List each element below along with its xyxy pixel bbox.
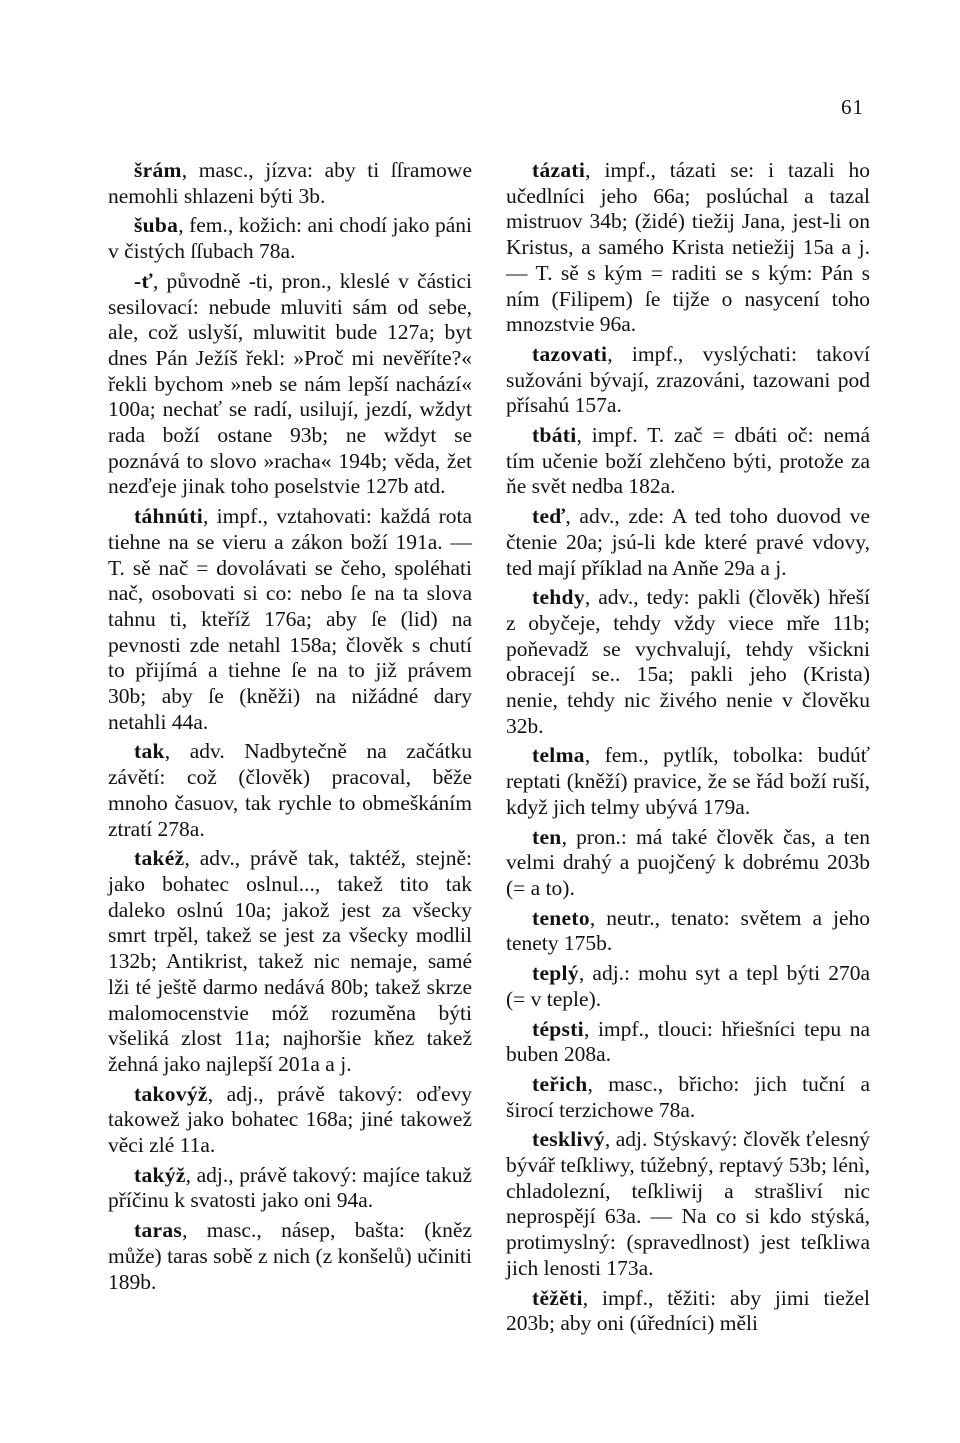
entry-headword: tesklivý [532,1127,605,1152]
entry-headword: šuba [134,213,179,238]
entry-headword: tehdy [532,585,585,610]
entry-headword: telma [532,743,585,768]
entry-definition: , fem., kožich: ani chodí jako páni v čistých ſſubach 78a. [108,213,472,264]
entry-definition: , původně -ti, pron., kleslé v částici sesilovací: nebude mluviti sám od sebe, ale, což uslyší, mluwitit bude 127a; byt dnes Pán Ježíš řekl: »Proč mi nevěříte?« řekli bychom »neb se nám lepší nachází« 100a; nechať se radí, usilují, jezdí, wždyt rada boží ostane 93b; ne wždyt se poznává to slovo »racha« 194b; věda, žet nezďeje jinak toho poselstvie 127b atd. [108,268,472,499]
entry-definition: , adv. Nadbytečně na začátku závětí: což (člověk) pracoval, běže mnoho časuov, tak rychle to obmeškáním ztratí 278a. [108,739,472,841]
entry-headword: takéž [134,846,185,871]
entry-headword: teneto [532,905,590,930]
dictionary-entry [506,1127,870,1281]
entry-headword: takýž [134,1162,186,1187]
entry-definition: , adj. Stýskavý: člověk ťelesný bývář teſkliwy, túžebný, reptavý 53b; lénì, chladolezní, teſkliwij a strašliví nic neprospějí 63a. — Na co si kdo stýská, protimyslný: (spravedlnost) jest teſkliwa jich lenosti 173a. [506,1127,871,1280]
page-number: 61 [841,95,864,119]
entry-definition: , impf., tlouci: hřiešníci tepu na buben 208a. [506,1016,870,1067]
entry-headword: teď [532,504,566,529]
entry-headword: teřich [532,1071,588,1096]
dictionary-entry [108,739,472,842]
entry-definition: , adj., právě takový: oďevy takowež jako bohatec 168a; jiné takowež věci zlé 11a. [108,1081,472,1158]
entry-headword: táhnúti [134,504,204,529]
dictionary-entry [108,158,472,209]
dictionary-entry [108,1163,472,1214]
entry-definition: , pron.: má také člověk čas, a ten velmi drahý a puojčený k dobrému 203b (= a to). [506,824,870,900]
entry-definition: , adj.: mohu syt a tepl býti 270a (= v teple). [506,961,870,1011]
entry-headword: těžěti [532,1285,583,1310]
entry-headword: tak [134,739,165,764]
dictionary-entry [506,743,870,820]
entry-definition: , masc., násep, bašta: (kněz může) taras sobě z nich (z konšelů) učiniti 189b. [108,1218,472,1294]
dictionary-entry [506,158,870,338]
right-column [506,158,870,1341]
entry-definition: , fem., pytlík, tobolka: budúť reptati (kněží) pravice, že se řád boží ruší, když jich telmy ubývá 179a. [506,743,870,819]
entry-headword: tázati [532,158,586,182]
entry-headword: teplý [532,961,579,986]
dictionary-entry [506,1017,870,1068]
entry-definition: , masc., břicho: jich tuční a širocí terzichowe 78a. [506,1071,870,1122]
dictionary-entry [108,846,472,1077]
dictionary-entry [108,1218,472,1295]
entry-headword: taras [134,1218,183,1243]
dictionary-entry [506,906,870,957]
dictionary-entry [506,585,870,739]
dictionary-entry [108,269,472,500]
entry-definition: , neutr., tenato: světem a jeho tenety 175b. [506,905,870,956]
entry-definition: , impf., vyslýchati: takoví sužováni bývají, zrazováni, tazowani pod přísahú 157a. [506,341,870,418]
entry-definition: , adv., zde: A ted toho duovod ve čtenie 20a; jsú-li kde které pravé vdovy, ted mají příklad na Anňe 29a a j. [506,504,870,580]
dictionary-entry [108,504,472,735]
dictionary-entry [506,1286,870,1337]
entry-definition: , impf., tázati se: i tazali ho učedlníci jeho 66a; poslúchal a tazal mistruov 34b; (židé) tiežij Jana, jest-li on Kristus, a samého Krista netiežij 15a a j. — T. sě s kým = raditi se s kým: Pán s ním (Filipem) ſe tijže o nasycení toho mnozstvie 96a. [506,158,870,337]
entry-headword: ten [532,824,562,849]
left-column [108,158,472,1299]
entry-definition: , impf., vztahovati: každá rota tiehne na se vieru a zákon boží 191a. — T. sě nač = dovolávati se čeho, spoléhati nač, osobovati si co: nebo ſe na ta slova tahnu ti, kteříž 176a; aby ſe (lid) na pevnosti zde netahl 158a; člověk s chutí to přijímá a tiehne ſe na to již právem 30b; aby ſe (kněži) na nižádné dary netahli 44a. [108,504,472,734]
entry-headword: takovýž [134,1081,208,1106]
entry-definition: , adj., právě takový: majíce takuž příčinu k svatosti jako oni 94a. [108,1162,472,1213]
dictionary-entry [506,342,870,419]
dictionary-entry [506,825,870,902]
entry-definition: , impf. T. zač = dbáti oč: nemá tím učenie boží zlehčeno býti, protože za ňe svět nedba 182a. [506,423,870,499]
entry-headword: tbáti [532,423,577,448]
dictionary-entry [506,1072,870,1123]
entry-headword: tépsti [532,1016,584,1041]
entry-definition: , adv., tedy: pakli (člověk) hřeší z obyčeje, tehdy vždy viece mře 11b; poňevadž se vychvalují, tehdy všickni obracejí se.. 15a; pakli jeho (Krista) nenie, tehdy nic živého nenie v člověku 32b. [506,585,870,738]
entry-headword: šrám [134,158,182,182]
dictionary-entry [506,961,870,1012]
entry-definition: , masc., jízva: aby ti ſſramowe nemohli shlazeni býti 3b. [108,158,472,208]
entry-definition: , impf., těžiti: aby jimi tiežel 203b; aby oni (úředníci) měli [506,1285,870,1336]
dictionary-entry [506,423,870,500]
dictionary-entry [108,213,472,264]
dictionary-entry [506,504,870,581]
entry-headword: -ť [134,268,153,293]
entry-definition: , adv., právě tak, taktéž, stejně: jako bohatec oslnul..., takež tito tak daleko oslnú 10a; jakož jest za všecky smrt trpěl, takež se jest za všecky modlil 132b; Antikrist, takež nic nemaje, samé lži té ještě darmo nedává 80b; takež skrze malomocenstvie móž rozuměna býti všeliká zlost 11a; najhoršie kňez takež žehná jako najlepší 201a a j. [108,846,472,1076]
entry-headword: tazovati [532,341,608,366]
dictionary-entry [108,1082,472,1159]
